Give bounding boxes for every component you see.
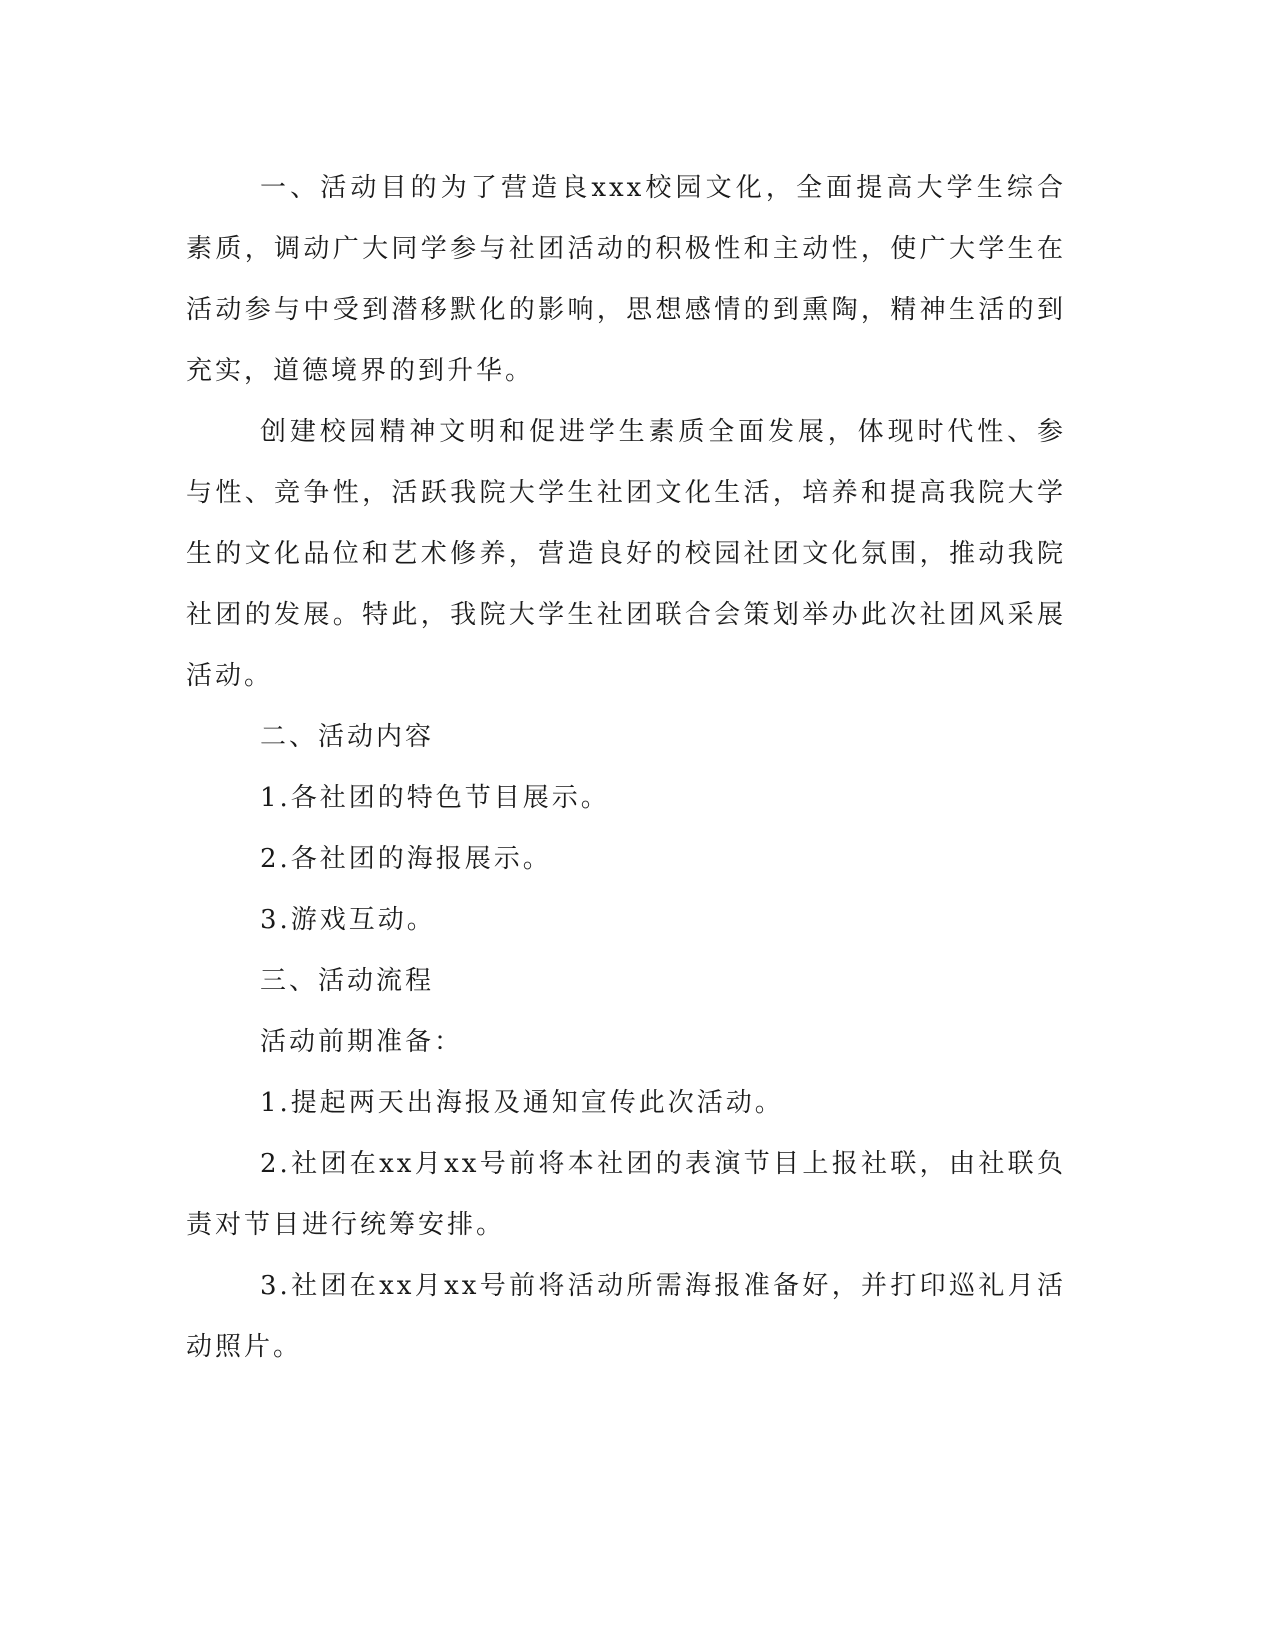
document-body — [186, 158, 1066, 1378]
list-item-content-2: 2.各社团的海报展示。 — [260, 844, 552, 874]
heading-activity-content: 二、活动内容 — [260, 722, 435, 752]
list-item-content-3: 3.游戏互动。 — [260, 905, 436, 935]
list-item-preparation-2: 2.社团在xx月xx号前将本社团的表演节目上报社联，由社联负责对节目进行统筹安排。 — [186, 1149, 1066, 1240]
paragraph-purpose: 一、活动目的为了营造良xxx校园文化，全面提高大学生综合素质，调动广大同学参与社团活动的积极性和主动性，使广大学生在活动参与中受到潜移默化的影响，思想感情的到熏陶，精神生活的到充实，道德境界的到升华。 — [186, 173, 1066, 386]
list-item-content-1: 1.各社团的特色节目展示。 — [260, 783, 610, 813]
list-item-preparation-3: 3.社团在xx月xx号前将活动所需海报准备好，并打印巡礼月活动照片。 — [186, 1271, 1066, 1362]
list-item-preparation-1: 1.提起两天出海报及通知宣传此次活动。 — [260, 1088, 784, 1118]
heading-activity-process: 三、活动流程 — [260, 966, 435, 996]
paragraph-background: 创建校园精神文明和促进学生素质全面发展，体现时代性、参与性、竞争性，活跃我院大学生社团文化生活，培养和提高我院大学生的文化品位和艺术修养，营造良好的校园社团文化氛围，推动我院社团的发展。特此，我院大学生社团联合会策划举办此次社团风采展活动。 — [186, 417, 1066, 691]
subheading-preparation: 活动前期准备： — [260, 1027, 464, 1057]
